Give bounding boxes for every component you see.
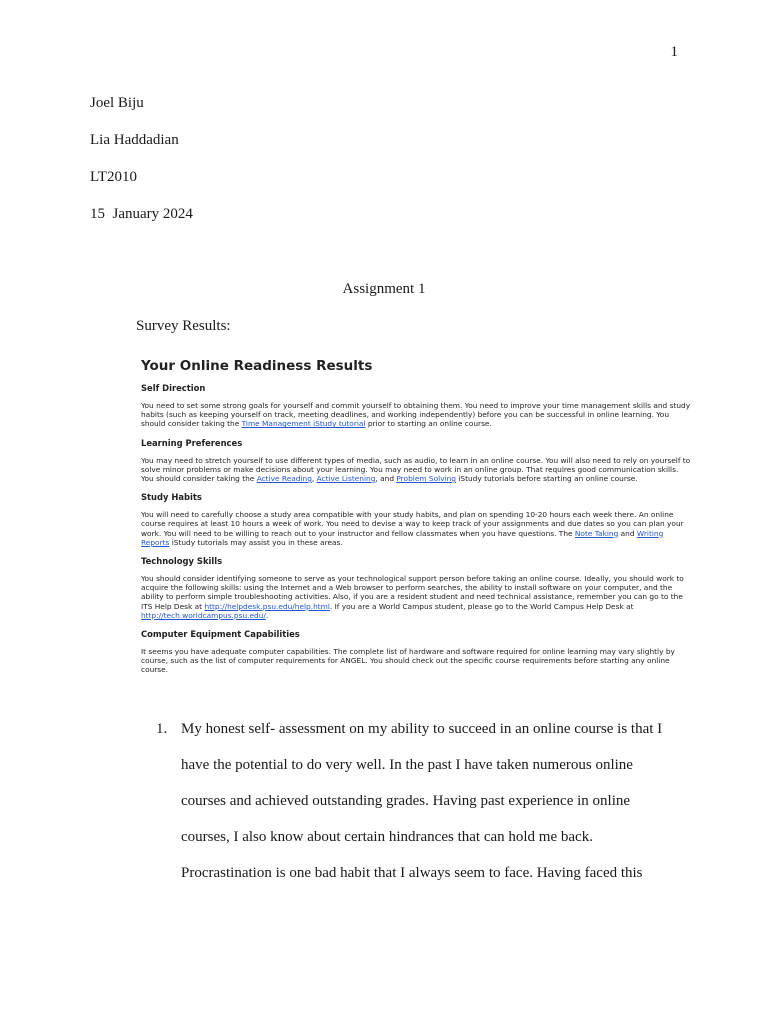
section-text: iStudy tutorials before starting an online course. xyxy=(456,474,638,484)
section-link[interactable]: Active Listening xyxy=(316,474,376,484)
section-body xyxy=(141,510,691,547)
course-code: LT2010 xyxy=(90,169,137,185)
answer-item xyxy=(156,711,676,891)
section-link[interactable]: http://helpdesk.psu.edu/help.html xyxy=(204,601,330,611)
section-text: prior to starting an online course. xyxy=(365,419,492,429)
assignment-title: Assignment 1 xyxy=(342,281,426,297)
section-text: , and xyxy=(375,474,397,484)
author-name: Joel Biju xyxy=(90,95,144,111)
results-sections xyxy=(141,383,691,675)
section-link[interactable]: Time Management iStudy tutorial xyxy=(241,419,366,429)
section-heading: Technology Skills xyxy=(141,556,223,567)
section-text: You will need to carefully choose a study area compatible with your study habits, and plan on spending 10-20 hours each week there. An online course requires at least 10 hours a week of work. You need to devise a way to keep track of your assignments and due dates so you can plan your work. You will need to be willing to reach out to your instructor and fellow classmates when you have questions. The xyxy=(141,510,684,538)
section-text: iStudy tutorials may assist you in these areas. xyxy=(169,537,343,547)
section-link[interactable]: Note Taking xyxy=(574,528,619,538)
section-text: You need to set some strong goals for yourself and commit yourself to obtaining them. You need to improve your time management skills and study habits (such as keeping yourself on track, meeting deadlines, and working independently) before you can be successful in online learning. You should consider taking the xyxy=(141,401,691,429)
section-heading: Self Direction xyxy=(141,383,206,393)
section-body xyxy=(141,401,691,429)
section-text: , xyxy=(311,474,317,484)
section-heading: Computer Equipment Capabilities xyxy=(141,629,300,640)
results-title: Your Online Readiness Results xyxy=(141,358,373,374)
section-body xyxy=(141,456,691,484)
section-link[interactable]: Writing Reports xyxy=(141,528,664,547)
section-text: and xyxy=(618,528,637,538)
section-text: . If you are a World Campus student, please go to the World Campus Help Desk at xyxy=(329,601,634,611)
section-body xyxy=(141,574,691,620)
answer-text: My honest self- assessment on my ability to succeed in an online course is that I have the potential to do very well. In the past I have taken numerous online courses and achieved outstanding grades. Having past experience in online courses, I also know about certain hindrances that can hold me back. Procrastination is one bad habit that I always seem to face. Having faced this xyxy=(181,721,663,881)
readiness-results-screenshot xyxy=(141,358,691,684)
section-body xyxy=(141,647,691,675)
section-heading: Learning Preferences xyxy=(141,437,243,448)
section-heading: Study Habits xyxy=(141,492,202,503)
survey-label: Survey Results: xyxy=(136,318,231,334)
section-text: . xyxy=(265,610,269,620)
page-number: 1 xyxy=(670,44,678,60)
answer-number: 1. xyxy=(156,721,168,737)
section-link[interactable]: Active Reading xyxy=(256,474,312,484)
section-link[interactable]: http://tech.worldcampus.psu.edu/ xyxy=(141,610,266,620)
section-text: You should consider identifying someone to serve as your technological support person before taking an online course. Ideally, you should work to acquire the following skills: using the Internet and a Web browser to perform searches, the ability to install software on your computer, and the ability to perform simple troubleshooting activities. Also, if you are a resident student and need technical assistance, remember you can go to the ITS Help Desk at xyxy=(141,574,684,611)
section-text: It seems you have adequate computer capabilities. The complete list of hardware and software required for online learning may vary slightly by course, such as the list of computer requirements for ANGEL. You should check out the specific course requirements before starting any online course. xyxy=(141,647,675,675)
section-text: You may need to stretch yourself to use different types of media, such as audio, to learn in an online course. You will also need to rely on yourself to solve minor problems or make decisions about your learning. You may need to work in an online group. That requires good communication skills. You should consider taking the xyxy=(141,455,691,484)
date: 15 January 2024 xyxy=(90,206,193,222)
section-link[interactable]: Problem Solving xyxy=(396,474,456,484)
instructor-name: Lia Haddadian xyxy=(90,132,179,148)
